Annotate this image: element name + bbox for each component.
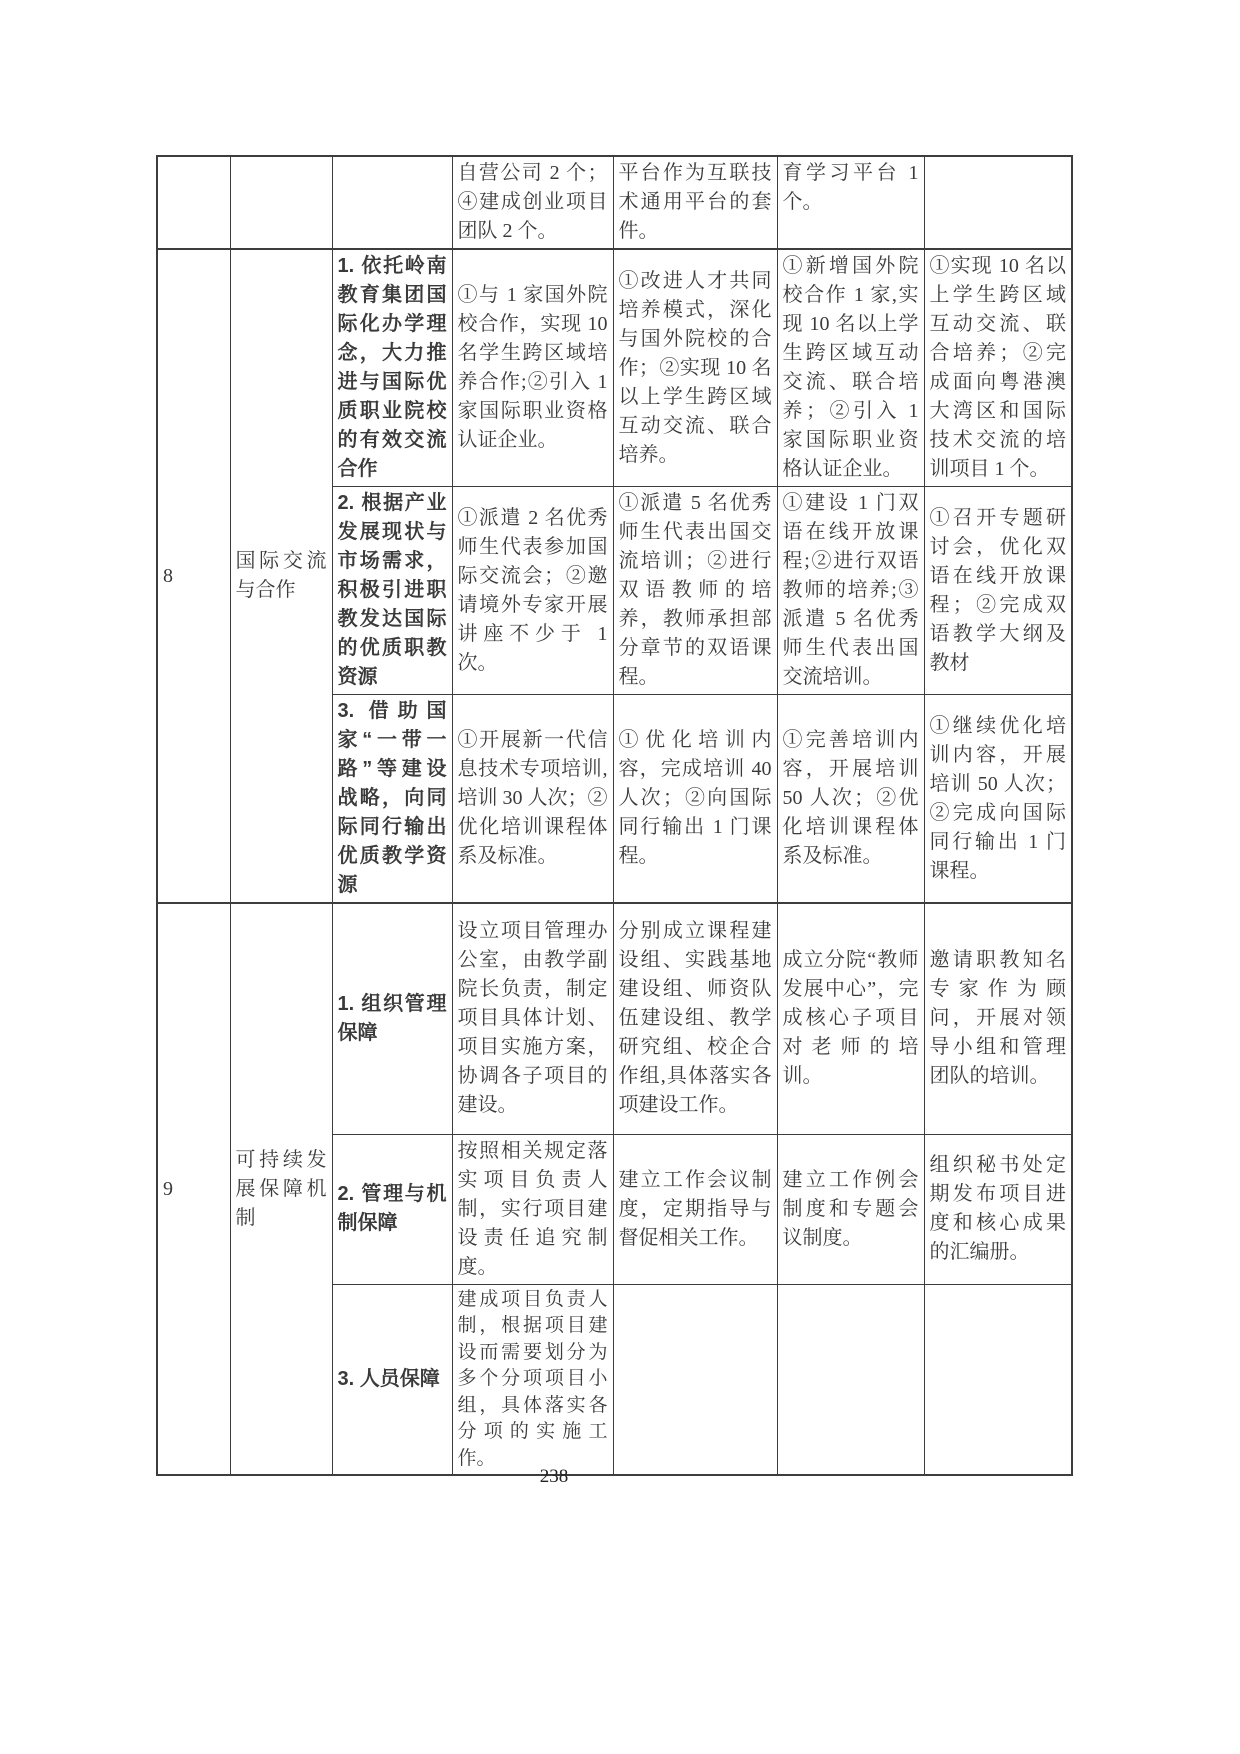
target-cell: ①开展新一代信息技术专项培训,培训 30 人次；②优化培训课程体系及标准。 <box>452 695 613 904</box>
target-cell: ①召开专题研讨会，优化双语在线开放课程；②完成双语教学大纲及教材 <box>924 487 1072 695</box>
table-row <box>157 903 1072 1134</box>
target-cell: 育学习平台 1 个。 <box>777 156 924 249</box>
row-number-cell: 9 <box>157 903 230 1475</box>
task-cell: 2. 管理与机制保障 <box>332 1134 452 1284</box>
target-cell <box>777 1284 924 1475</box>
target-cell: 设立项目管理办公室，由教学副院长负责，制定项目具体计划、项目实施方案，协调各子项目的建设。 <box>452 903 613 1134</box>
target-cell: 自营公司 2 个；④建成创业项目团队 2 个。 <box>452 156 613 249</box>
target-cell: ①优化培训内容，完成培训 40 人次；②向国际同行输出 1 门课程。 <box>613 695 777 904</box>
target-cell: 组织秘书处定期发布项目进度和核心成果的汇编册。 <box>924 1134 1072 1284</box>
target-cell <box>613 1284 777 1475</box>
target-cell: ①新增国外院校合作 1 家,实现 10 名以上学生跨区域互动交流、联合培养；②引入 1 家国际职业资格认证企业。 <box>777 249 924 487</box>
target-cell: 成立分院“教师发展中心”，完成核心子项目对老师的培训。 <box>777 903 924 1134</box>
target-cell: ①派遣 5 名优秀师生代表出国交流培训；②进行双语教师的培养，教师承担部分章节的双语课程。 <box>613 487 777 695</box>
row-number-cell: 8 <box>157 249 230 903</box>
target-cell: ①建设 1 门双语在线开放课程;②进行双语教师的培养;③派遣 5 名优秀师生代表出国交流培训。 <box>777 487 924 695</box>
target-cell: 平台作为互联技术通用平台的套件。 <box>613 156 777 249</box>
table-row <box>157 156 1072 249</box>
task-cell: 1. 组织管理保障 <box>332 903 452 1134</box>
table-row <box>157 249 1072 487</box>
page-number: 238 <box>539 1466 569 1487</box>
category-cell <box>230 156 332 249</box>
task-cell: 3. 人员保障 <box>332 1284 452 1475</box>
target-cell: 建立工作会议制度，定期指导与督促相关工作。 <box>613 1134 777 1284</box>
target-cell: 建立工作例会制度和专题会议制度。 <box>777 1134 924 1284</box>
target-cell: ①改进人才共同培养模式，深化与国外院校的合作；②实现 10 名以上学生跨区域互动交流、联合培养。 <box>613 249 777 487</box>
target-cell: 邀请职教知名专家作为顾问，开展对领导小组和管理团队的培训。 <box>924 903 1072 1134</box>
target-cell: 按照相关规定落实项目负责人制，实行项目建设责任追究制度。 <box>452 1134 613 1284</box>
task-cell: 3. 借助国家“一带一路”等建设战略，向同际同行输出优质教学资源 <box>332 695 452 904</box>
category-cell: 国际交流与合作 <box>230 249 332 903</box>
task-cell <box>332 156 452 249</box>
target-cell: ①继续优化培训内容，开展培训 50 人次；②完成向国际同行输出 1 门课程。 <box>924 695 1072 904</box>
target-cell: ①完善培训内容，开展培训 50 人次；②优化培训课程体系及标准。 <box>777 695 924 904</box>
target-cell: 建成项目负责人制，根据项目建设而需要划分为多个分项项目小组，具体落实各分项的实施工作。 <box>452 1284 613 1475</box>
target-cell: ①派遣 2 名优秀师生代表参加国际交流会；②邀请境外专家开展讲座不少于 1 次。 <box>452 487 613 695</box>
task-cell: 2. 根据产业发展现状与市场需求，积极引进职教发达国际的优质职教资源 <box>332 487 452 695</box>
target-cell: ①实现 10 名以上学生跨区域互动交流、联合培养；②完成面向粤港澳大湾区和国际技术交流的培训项目 1 个。 <box>924 249 1072 487</box>
target-cell <box>924 156 1072 249</box>
row-number-cell <box>157 156 230 249</box>
target-cell: ①与 1 家国外院校合作，实现 10 名学生跨区域培养合作;②引入 1 家国际职业资格认证企业。 <box>452 249 613 487</box>
category-cell: 可持续发展保障机制 <box>230 903 332 1475</box>
target-cell <box>924 1284 1072 1475</box>
project-construction-table <box>156 155 1073 1476</box>
task-cell: 1. 依托岭南教育集团国际化办学理念，大力推进与国际优质职业院校的有效交流合作 <box>332 249 452 487</box>
target-cell: 分别成立课程建设组、实践基地建设组、师资队伍建设组、教学研究组、校企合作组,具体落实各项建设工作。 <box>613 903 777 1134</box>
